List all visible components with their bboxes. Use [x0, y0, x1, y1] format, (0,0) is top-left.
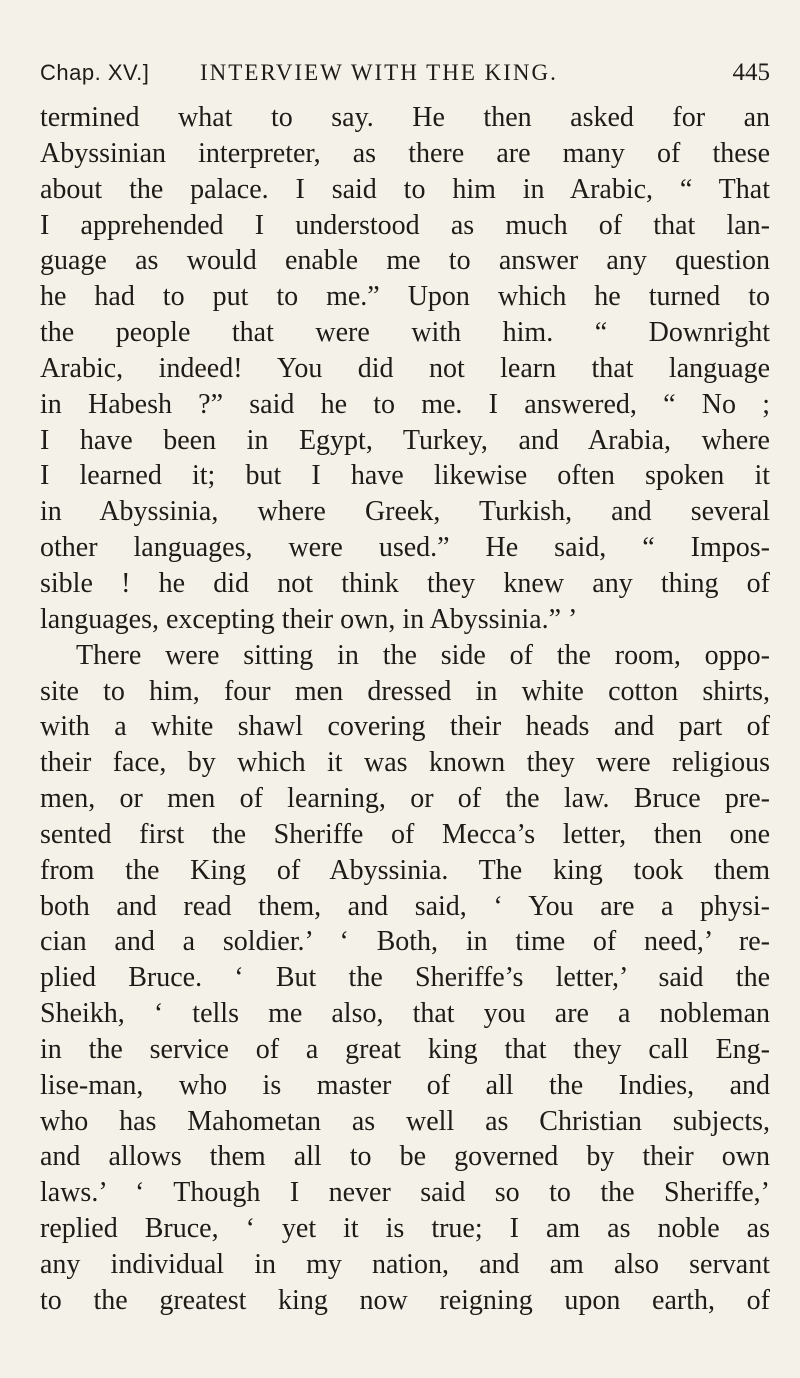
text-line: languages, excepting their own, in Abyssinia.” ’: [40, 603, 578, 635]
text-line: both and read them, and said, ‘ You are a physi-: [40, 890, 770, 922]
text-line: he had to put to me.” Upon which he turned to: [40, 281, 770, 313]
text-line: cian and a soldier.’ ‘ Both, in time of need,’ re-: [40, 926, 770, 958]
text-line: in Abyssinia, where Greek, Turkish, and several: [40, 496, 770, 528]
text-line: in the service of a great king that they call Eng-: [40, 1033, 770, 1065]
paragraph-first-line: There were sitting in the side of the room, oppo-: [76, 639, 770, 671]
text-line: from the King of Abyssinia. The king took them: [40, 854, 770, 886]
text-line: their face, by which it was known they were religious: [40, 747, 770, 779]
text-line: and allows them all to be governed by their own: [40, 1141, 770, 1173]
text-line: any individual in my nation, and am also servant: [40, 1249, 770, 1280]
text-line: I learned it; but I have likewise often spoken it: [40, 460, 770, 492]
text-line: Sheikh, ‘ tells me also, that you are a nobleman: [40, 998, 770, 1030]
text-line: men, or men of learning, or of the law. Bruce pre-: [40, 783, 770, 815]
running-head: [40, 56, 770, 90]
running-title: INTERVIEW WITH THE KING.: [200, 60, 558, 85]
chapter-label: Chap. XV.]: [40, 60, 150, 85]
text-line: replied Bruce, ‘ yet it is true; I am as noble as: [40, 1213, 770, 1245]
text-line: sible ! he did not think they knew any thing of: [40, 567, 770, 599]
text-line: who has Mahometan as well as Christian subjects,: [40, 1105, 770, 1137]
text-line: I have been in Egypt, Turkey, and Arabia, where: [40, 424, 770, 456]
text-line: plied Bruce. ‘ But the Sheriffe’s letter,’ said the: [40, 962, 770, 994]
text-line: lise-man, who is master of all the Indies, and: [40, 1069, 770, 1101]
text-line: about the palace. I said to him in Arabic, “ That: [40, 173, 770, 205]
text-line: other languages, were used.” He said, “ Impos-: [40, 532, 770, 564]
text-line: I apprehended I understood as much of that lan-: [40, 209, 770, 241]
text-line: site to him, four men dressed in white cotton shirts,: [40, 675, 770, 707]
text-line: the people that were with him. “ Downright: [40, 317, 770, 349]
body-text: [40, 100, 770, 1319]
text-line: Arabic, indeed! You did not learn that language: [40, 352, 770, 384]
text-line: sented first the Sheriffe of Mecca’s letter, then one: [40, 818, 770, 850]
text-line: to the greatest king now reigning upon earth, of: [40, 1284, 770, 1316]
text-line: termined what to say. He then asked for an: [40, 102, 770, 133]
text-line: with a white shawl covering their heads and part of: [40, 711, 770, 743]
page-number: 445: [732, 59, 770, 86]
text-line: Abyssinian interpreter, as there are many of these: [40, 137, 770, 169]
text-line: in Habesh ?” said he to me. I answered, “ No ;: [40, 388, 770, 420]
text-line: guage as would enable me to answer any question: [40, 245, 770, 277]
text-line: laws.’ ‘ Though I never said so to the Sheriffe,’: [40, 1177, 770, 1209]
